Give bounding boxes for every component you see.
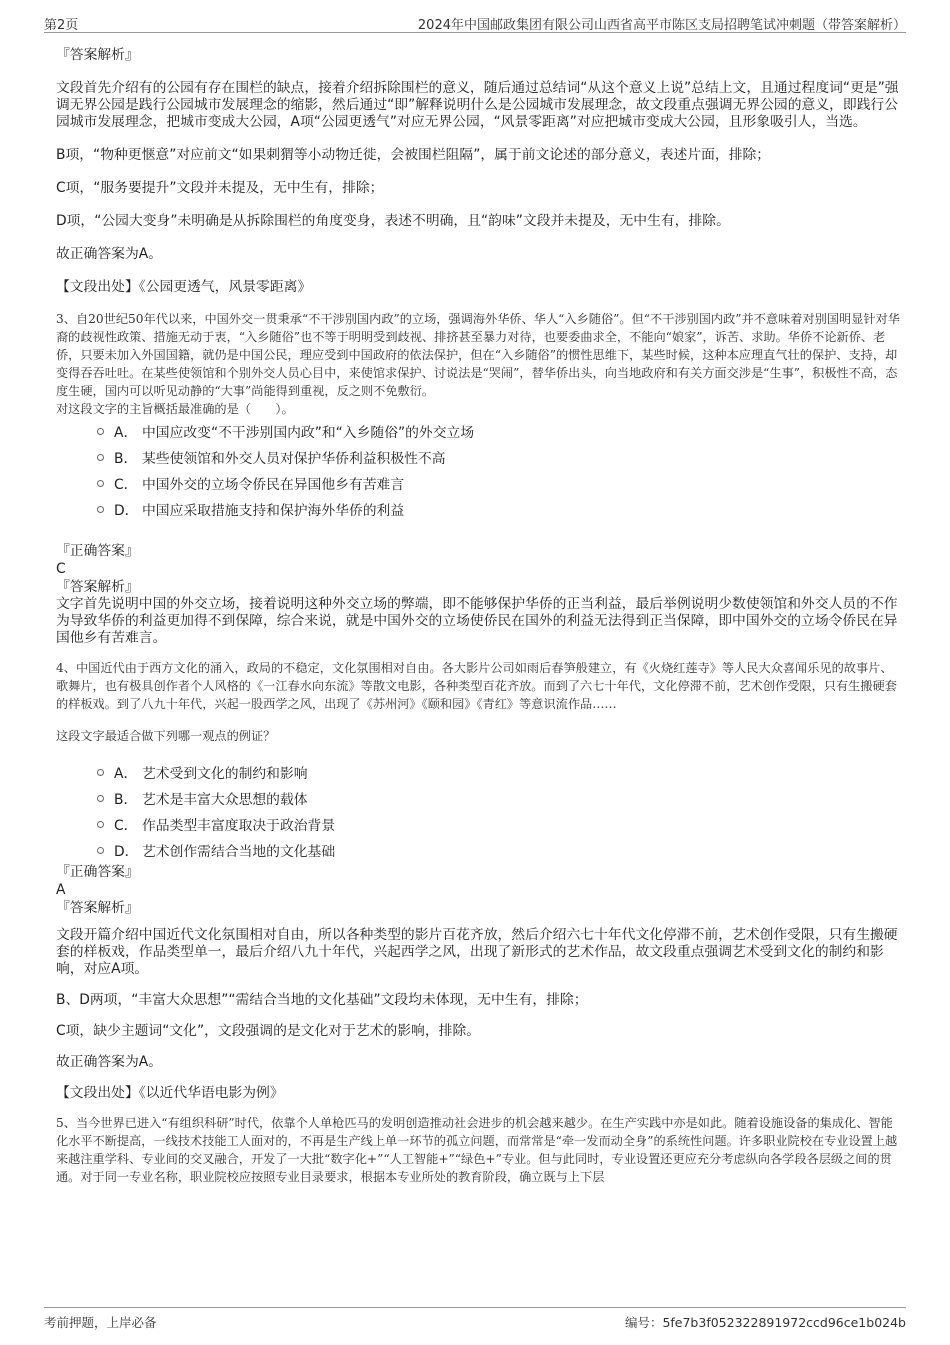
analysis-label: 『答案解析』 bbox=[56, 579, 139, 595]
correct-answer: A bbox=[56, 882, 66, 898]
analysis-paragraph: 文段首先介绍有的公园有存在围栏的缺点，接着介绍拆除围栏的意义，随后通过总结词“从这个意义上说”总结上文，且通过程度词“更是”强调无界公园是践行公园城市发展理念的缩影，然后通过“即”解释说明什么是公园城市发展理念，故文段重点强调无界公园的意义，即践行公园城市发展理念，把城市变成大公园，A项“公园更透气”对应无界公园，“风景零距离”对应把城市变成大公园，且形象吸引人，当选。 bbox=[56, 80, 899, 130]
analysis-conclusion: 故正确答案为A。 bbox=[56, 1054, 163, 1070]
document-body bbox=[56, 46, 902, 1186]
analysis-paragraph: D项，“公园大变身”未明确是从拆除围栏的角度变身，表述不明确，且“韵味”文段并未提及，无中生有，排除。 bbox=[56, 213, 730, 229]
option-list bbox=[97, 759, 902, 863]
analysis-label: 『答案解析』 bbox=[56, 47, 139, 63]
question-stem: 4、中国近代由于西方文化的涌入，政局的不稳定，文化氛围相对自由。各大影片公司如雨后春笋般建立，有《火烧红莲寺》等人民大众喜闻乐见的故事片、歌舞片，也有极具创作者个人风格的《一江春水向东流》等散文电影，各种类型百花齐放。而到了六七十年代，文化停滞不前，艺术创作受限，只有生搬硬套的样板戏。到了八九十年代，兴起一股西学之风，出现了《苏州河》《颐和园》《青红》等意识流作品…… bbox=[56, 661, 897, 711]
analysis-paragraph: C项，“服务要提升”文段并未提及，无中生有，排除； bbox=[56, 180, 384, 196]
footer-divider bbox=[44, 1307, 906, 1308]
radio-icon[interactable] bbox=[97, 769, 104, 776]
question-prompt: 这段文字最适合做下列哪一观点的例证？ bbox=[56, 729, 276, 743]
analysis-paragraph: B、D两项，“丰富大众思想”“需结合当地的文化基础”文段均未体现，无中生有，排除； bbox=[56, 992, 588, 1008]
analysis-paragraph: 文字首先说明中国的外交立场，接着说明这种外交立场的弊端，即不能够保护华侨的正当利益，最后举例说明少数使领馆和外交人员的不作为导致华侨的利益更加得不到保障，综合来说，就是中国外交的立场使侨民在国外的利益无法得到正当保障，即中国外交的立场令侨民在异国他乡有苦难言。 bbox=[56, 596, 898, 646]
option-d[interactable]: D． 中国应采取措施支持和保护海外华侨的利益 bbox=[97, 496, 902, 522]
question-stem: 3、自20世纪50年代以来，中国外交一贯秉承“不干涉别国内政”的立场，强调海外华侨、华人“入乡随俗”。但“不干涉别国内政”并不意味着对别国明显针对华裔的歧视性政策、措施无动于衷，“入乡随俗”也不等于明明受到歧视、排挤甚至暴力对待，也要委曲求全，不能向“娘家”，诉苦、求助。华侨不论新侨、老侨，只要未加入外国国籍，就仍是中国公民，理应受到中国政府的依法保护，但在“入乡随俗”的惯性思维下，某些时候，这种本应理直气壮的保护、支持，却变得吞吞吐吐。在某些使领馆和个别外交人员心目中，来使馆求保护、讨说法是“哭闹”，替华侨出头，向当地政府和有关方面交涉是“生事”，积极性不高，态度生硬，国内可以听见动静的“大事”尚能得到重视，反之则不免敷衍。 bbox=[56, 312, 900, 398]
document-title: 2024年中国邮政集团有限公司山西省高平市陈区支局招聘笔试冲刺题（带答案解析） bbox=[417, 18, 906, 33]
correct-answer-label: 『正确答案』 bbox=[56, 543, 139, 559]
question-stem: 5、当今世界已进入“有组织科研”时代，依靠个人单枪匹马的发明创造推动社会进步的机会越来越少。在生产实践中亦是如此。随着设施设备的集成化、智能化水平不断提高，一线技术技能工人面对的，不再是生产线上单一环节的孤立问题，而常常是“牵一发而动全身”的系统性问题。许多职业院校在专业设置上越来越注重学科、专业间的交叉融合，开发了一大批“数字化+”“人工智能+”“绿色+”专业。但与此同时，专业设置还更应充分考虑纵向各学段各层级之间的贯通。对于同一专业名称，职业院校应按照专业目录要求，根据本专业所处的教育阶段，确立既与上下层 bbox=[56, 1116, 898, 1184]
radio-icon[interactable] bbox=[97, 847, 104, 854]
document-id: 编号：5fe7b3f052322891972ccd96ce1b024b bbox=[624, 1315, 906, 1330]
source-citation: 【文段出处】《公园更透气，风景零距离》 bbox=[56, 279, 312, 295]
analysis-conclusion: 故正确答案为A。 bbox=[56, 246, 163, 262]
page-number: 第2页 bbox=[44, 18, 79, 33]
option-d[interactable]: D． 艺术创作需结合当地的文化基础 bbox=[97, 837, 902, 863]
radio-icon[interactable] bbox=[97, 428, 104, 435]
option-list bbox=[97, 418, 902, 522]
option-a[interactable]: A． 艺术受到文化的制约和影响 bbox=[97, 759, 902, 785]
radio-icon[interactable] bbox=[97, 480, 104, 487]
source-citation: 【文段出处】《以近代华语电影为例》 bbox=[56, 1085, 284, 1101]
analysis-label: 『答案解析』 bbox=[56, 900, 139, 916]
option-c[interactable]: C． 作品类型丰富度取决于政治背景 bbox=[97, 811, 902, 837]
analysis-paragraph: 文段开篇介绍中国近代文化氛围相对自由，所以各种类型的影片百花齐放，然后介绍六七十年代文化停滞不前，艺术创作受限，只有生搬硬套的样板戏，作品类型单一，最后介绍八九十年代，兴起西学之风，出现了新形式的艺术作品，故文段重点强调艺术受到文化的制约和影响，对应A项。 bbox=[56, 927, 898, 977]
header-divider bbox=[44, 32, 906, 33]
footer-slogan: 考前押题，上岸必备 bbox=[44, 1315, 157, 1330]
option-a[interactable]: A． 中国应改变“不干涉别国内政”和“入乡随俗”的外交立场 bbox=[97, 418, 902, 444]
correct-answer-label: 『正确答案』 bbox=[56, 864, 139, 880]
radio-icon[interactable] bbox=[97, 821, 104, 828]
option-b[interactable]: B． 某些使领馆和外交人员对保护华侨利益积极性不高 bbox=[97, 444, 902, 470]
question-prompt: 对这段文字的主旨概括最准确的是（ ）。 bbox=[56, 402, 294, 416]
page-header bbox=[44, 14, 906, 33]
analysis-paragraph: C项，缺少主题词“文化”，文段强调的是文化对于艺术的影响，排除。 bbox=[56, 1023, 481, 1039]
radio-icon[interactable] bbox=[97, 454, 104, 461]
radio-icon[interactable] bbox=[97, 795, 104, 802]
option-c[interactable]: C． 中国外交的立场令侨民在异国他乡有苦难言 bbox=[97, 470, 902, 496]
radio-icon[interactable] bbox=[97, 506, 104, 513]
analysis-paragraph: B项，“物种更惬意”对应前文“如果刺猬等小动物迁徙，会被围栏阻隔”，属于前文论述的部分意义，表述片面，排除； bbox=[56, 147, 771, 163]
correct-answer: C bbox=[56, 561, 66, 577]
option-b[interactable]: B． 艺术是丰富大众思想的载体 bbox=[97, 785, 902, 811]
page-footer bbox=[44, 1313, 906, 1331]
